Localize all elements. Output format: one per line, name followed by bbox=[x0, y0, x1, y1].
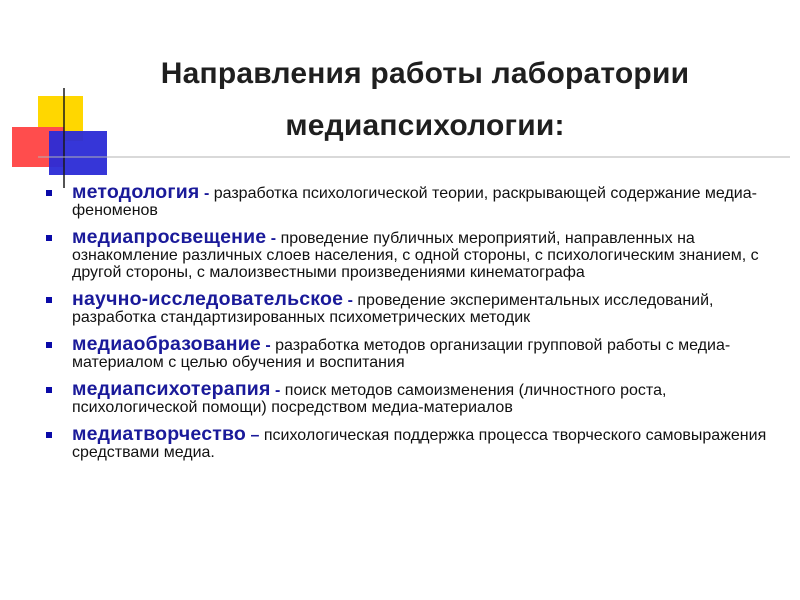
item-description: психологическая поддержка процесса творческого самовыражения средствами медиа. bbox=[72, 427, 767, 461]
item-separator: - bbox=[270, 382, 285, 399]
bullet-square-icon bbox=[46, 432, 52, 438]
bullet-square-icon bbox=[46, 387, 52, 393]
list-item-media-creativity bbox=[44, 423, 794, 461]
bullet-square-icon bbox=[46, 190, 52, 196]
item-term: медиатворчество bbox=[72, 423, 247, 445]
item-separator: - bbox=[260, 337, 276, 354]
item-description: проведение экспериментальных исследований, разработка стандартизированных психометрических методик bbox=[72, 292, 714, 326]
title-line-1: Направления работы лаборатории bbox=[160, 57, 690, 90]
item-separator: - bbox=[199, 185, 214, 202]
list-item-media-psychotherapy bbox=[44, 378, 794, 416]
list-item-research bbox=[44, 288, 794, 326]
list-item-media-education-outreach bbox=[44, 226, 794, 281]
item-description: разработка методов организации групповой работы с медиа-материалом с целью обучения и воспитания bbox=[72, 337, 731, 371]
item-description: разработка психологической теории, раскрывающей содержание медиа-феноменов bbox=[72, 185, 757, 219]
list-item-methodology bbox=[44, 181, 794, 219]
title-line-2: медиапсихологии: bbox=[285, 109, 565, 142]
item-description: проведение публичных мероприятий, направленных на ознакомление различных слоев населения, с одной стороны, с психологическим знанием, с другой стороны, с малоизвестными произведениями кинематографа bbox=[72, 230, 759, 281]
item-description: поиск методов самоизменения (личностного роста, психологической помощи) посредством медиа-материалов bbox=[72, 382, 667, 416]
bullet-square-icon bbox=[46, 235, 52, 241]
bullet-square-icon bbox=[46, 297, 52, 303]
item-separator: – bbox=[246, 427, 264, 444]
list-item-media-education bbox=[44, 333, 794, 371]
item-term: научно-исследовательское bbox=[72, 288, 344, 310]
directions-list bbox=[44, 181, 794, 471]
bullet-square-icon bbox=[46, 342, 52, 348]
item-term: медиаобразование bbox=[72, 333, 261, 355]
item-term: медиапросвещение bbox=[72, 226, 267, 248]
item-term: методология bbox=[72, 181, 200, 203]
item-term: медиапсихотерапия bbox=[72, 378, 271, 400]
item-separator: - bbox=[343, 292, 358, 309]
item-separator: - bbox=[266, 230, 281, 247]
slide-title bbox=[50, 48, 800, 152]
